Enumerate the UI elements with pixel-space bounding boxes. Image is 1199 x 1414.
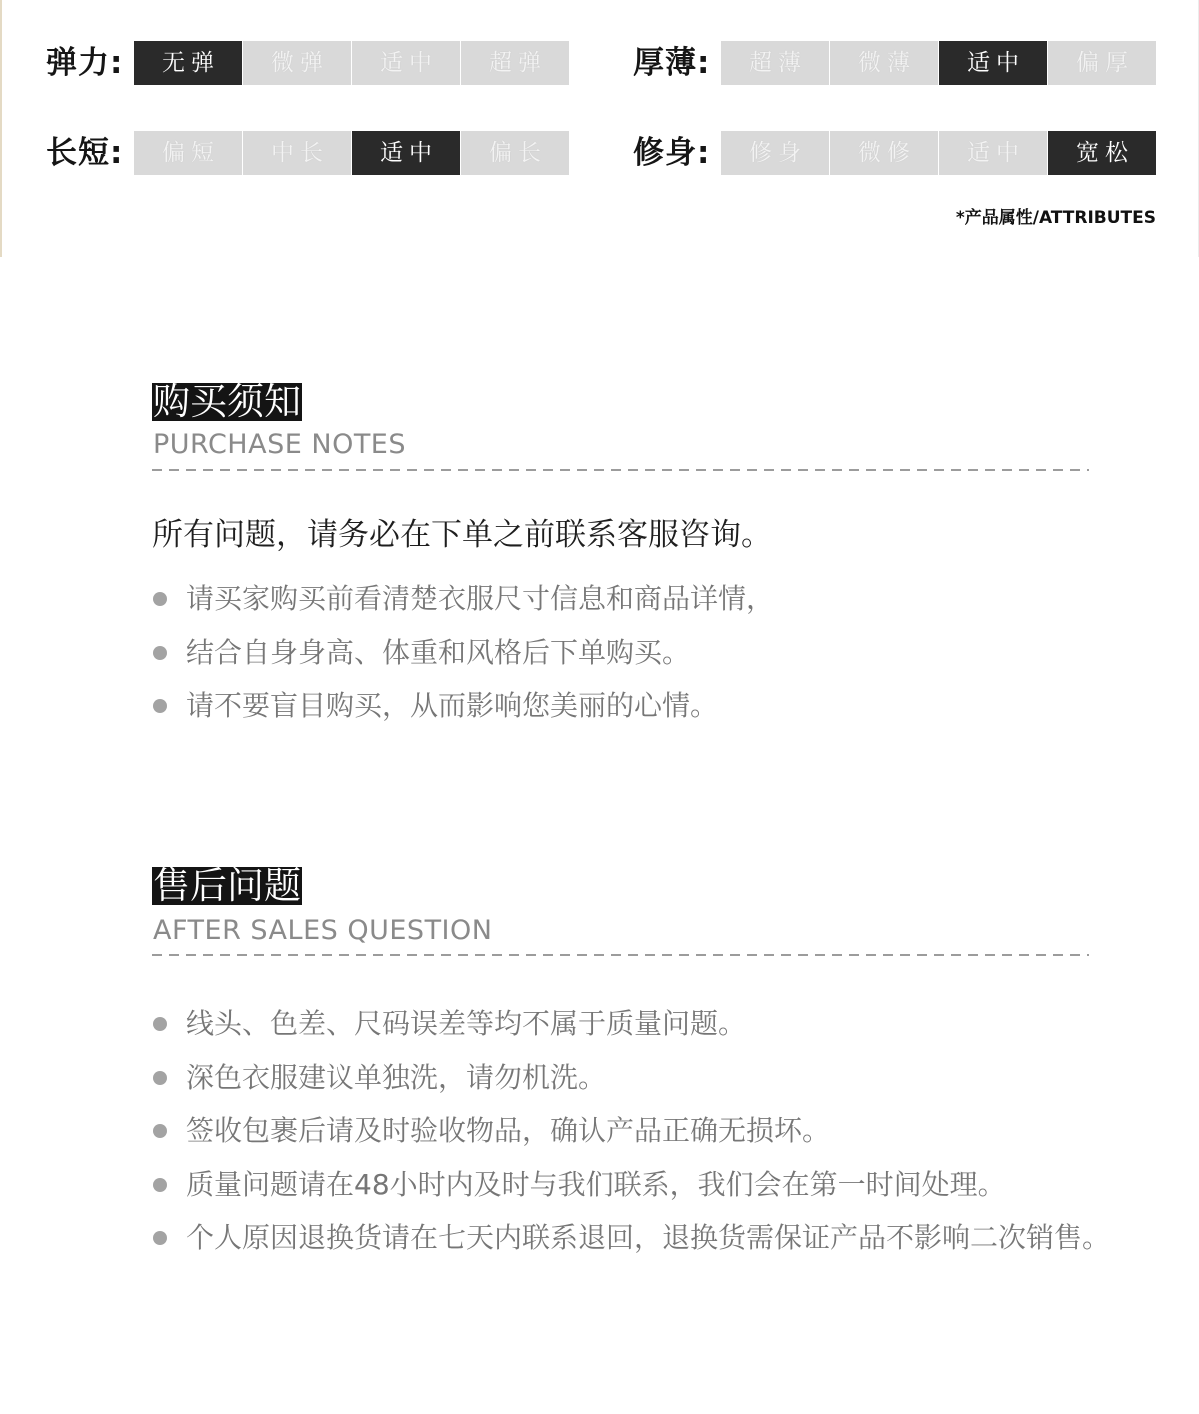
attributes-caption: *产品属性/ATTRIBUTES [955, 208, 1156, 228]
attr-label-elasticity: 弹力: [46, 45, 124, 81]
list-item [0, 633, 1199, 687]
list-item-text: 线头、色差、尺码误差等均不属于质量问题。 [186, 1007, 747, 1040]
attr-label-thickness: 厚薄: [633, 45, 711, 81]
list-item-text: 请买家购买前看清楚衣服尺寸信息和商品详情， [186, 582, 775, 615]
elasticity-options [134, 41, 570, 85]
attr-label-length: 长短: [46, 135, 124, 171]
list-item-text: 结合自身身高、体重和风格后下单购买。 [186, 635, 691, 669]
list-item [0, 1004, 1199, 1058]
fit-options [721, 131, 1157, 175]
elasticity-option: 超弹 [461, 41, 569, 85]
list-item-text: 质量问题请在48小时内及时与我们联系，我们会在第一时间处理。 [186, 1167, 1006, 1201]
attr-group-thickness [633, 41, 1156, 85]
fit-option: 宽松 [1048, 131, 1156, 175]
length-options [134, 131, 570, 175]
attr-group-fit [633, 131, 1156, 175]
attr-group-length [46, 131, 569, 175]
bullet-dot-icon [153, 1071, 167, 1085]
purchase-notes-list [0, 579, 1199, 740]
length-option: 偏长 [461, 131, 569, 175]
fit-option: 修身 [721, 131, 829, 175]
elasticity-option: 适中 [352, 41, 460, 85]
purchase-notes-divider [152, 469, 1089, 471]
length-option: 中长 [243, 131, 351, 175]
fit-option: 适中 [939, 131, 1047, 175]
thickness-option: 微薄 [830, 41, 938, 85]
bullet-dot-icon [153, 1017, 167, 1031]
fit-option: 微修 [830, 131, 938, 175]
list-item [0, 1165, 1199, 1219]
elasticity-option: 无弹 [134, 41, 242, 85]
length-option: 适中 [352, 131, 460, 175]
thickness-option: 适中 [939, 41, 1047, 85]
list-item [0, 579, 1199, 633]
elasticity-option: 微弹 [243, 41, 351, 85]
bullet-dot-icon [153, 1124, 167, 1138]
purchase-notes-subtitle: PURCHASE NOTES [153, 429, 407, 460]
list-item [0, 1111, 1199, 1165]
after-sales-subtitle: AFTER SALES QUESTION [153, 915, 493, 946]
thickness-option: 超薄 [721, 41, 829, 85]
list-item [0, 1058, 1199, 1112]
after-sales-title: 售后问题 [153, 864, 301, 907]
attr-label-fit: 修身: [633, 135, 711, 171]
purchase-notes-lead: 所有问题，请务必在下单之前联系客服咨询。 [152, 517, 772, 553]
length-option: 偏短 [134, 131, 242, 175]
purchase-notes-title: 购买须知 [153, 380, 301, 423]
list-item-text: 签收包裹后请及时验收物品，确认产品正确无损坏。 [186, 1114, 831, 1147]
bullet-dot-icon [153, 1231, 167, 1245]
list-item [0, 686, 1199, 740]
thickness-option: 偏厚 [1048, 41, 1156, 85]
after-sales-divider [152, 954, 1089, 956]
bullet-dot-icon [153, 1178, 167, 1192]
bullet-dot-icon [153, 646, 167, 660]
list-item-text: 个人原因退换货请在七天内联系退回，退换货需保证产品不影响二次销售。 [186, 1221, 1111, 1254]
after-sales-list [0, 1004, 1199, 1272]
bullet-dot-icon [153, 699, 167, 713]
list-item [0, 1218, 1199, 1272]
attr-group-elasticity [46, 41, 569, 85]
list-item-text: 深色衣服建议单独洗，请勿机洗。 [186, 1060, 607, 1094]
thickness-options [721, 41, 1157, 85]
list-item-text: 请不要盲目购买，从而影响您美丽的心情。 [186, 689, 719, 722]
bullet-dot-icon [153, 592, 167, 606]
